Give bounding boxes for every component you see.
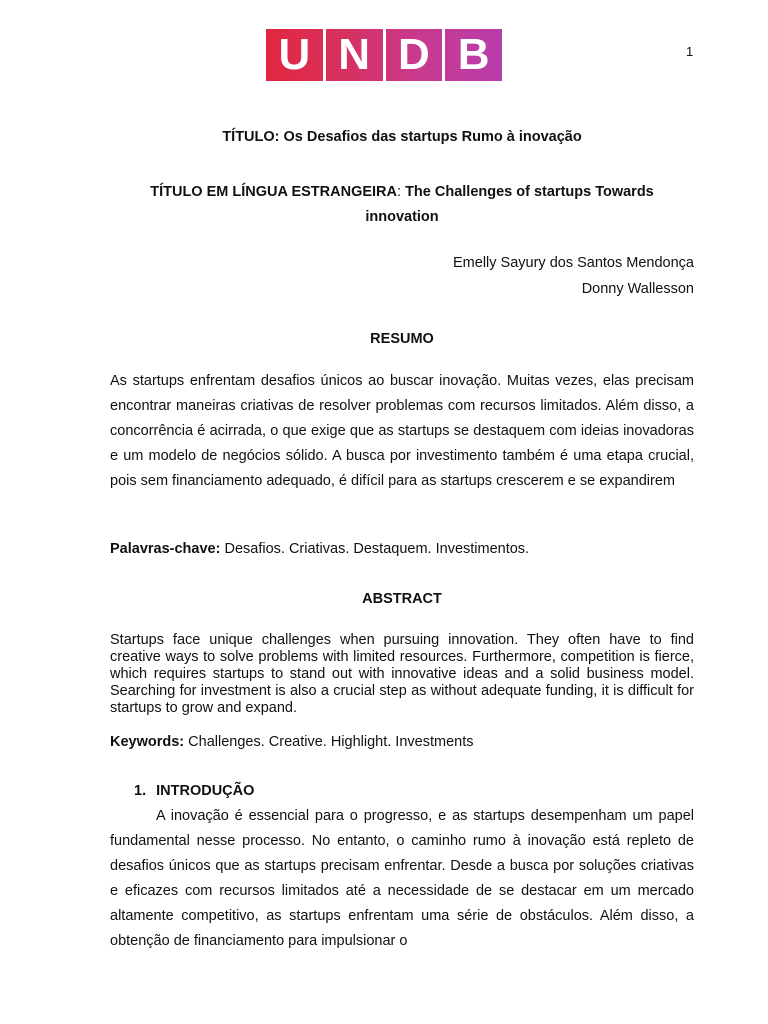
resumo-text: As startups enfrentam desafios únicos ao buscar inovação. Muitas vezes, elas precisam encontrar maneiras criativas de resolver problemas com recursos limitados. Além disso, a concorrência é acirrada, o que exige que as startups se destaquem com ideias inovadoras e um modelo de negócios sólido. A busca por investimento também é uma etapa crucial, pois sem financiamento adequado, é difícil para as startups crescerem e se expandirem xyxy=(110,373,694,489)
resumo-heading: RESUMO xyxy=(370,331,434,347)
page-number: 1 xyxy=(686,44,694,59)
foreign-title xyxy=(110,180,694,230)
keywords-value: Desafios. Criativas. Destaquem. Investimentos. xyxy=(224,541,530,557)
abstract-keywords-label: Keywords: xyxy=(110,734,185,750)
title-text: Os Desafios das startups Rumo à inovação xyxy=(283,129,582,145)
logo-letter-b: B xyxy=(442,29,502,81)
introducao-paragraph: A inovação é essencial para o progresso, e as startups desempenham um papel fundamental nesse processo. No entanto, o caminho rumo à inovação está repleto de desafios únicos que as startups precisam enfrentar. Desde a busca por soluções criativas e eficazes com recursos limitados até a necessidade de se destacar em um mercado altamente competitivo, as startups enfrentam uma série de obstáculos. Além disso, a obtenção de financiamento para impulsionar o xyxy=(110,808,694,949)
foreign-title-separator: : xyxy=(397,184,402,200)
resumo-keywords xyxy=(110,537,694,562)
abstract-heading: ABSTRACT xyxy=(362,591,442,607)
keywords-label: Palavras-chave: xyxy=(110,541,221,557)
introducao-text xyxy=(110,804,694,954)
logo-letter-d: D xyxy=(383,29,443,81)
abstract-keywords-value: Challenges. Creative. Highlight. Investments xyxy=(188,734,474,750)
section-title: INTRODUÇÃO xyxy=(156,783,255,799)
section-number: 1. xyxy=(134,783,147,799)
section-heading-introducao xyxy=(134,783,254,799)
abstract-text: Startups face unique challenges when pursuing innovation. They often have to find creative ways to solve problems with limited resources. Furthermore, competition is fierce, which requires startups to stand out with innovative ideas and a solid business model. Searching for investment is also a crucial step as without adequate funding, it is difficult for startups to grow and expand. xyxy=(110,632,694,716)
title-label: TÍTULO: xyxy=(222,129,280,145)
foreign-title-line2: innovation xyxy=(365,209,439,225)
foreign-title-label: TÍTULO EM LÍNGUA ESTRANGEIRA xyxy=(150,184,397,200)
undb-logo xyxy=(266,29,502,81)
foreign-title-line1: The Challenges of startups Towards xyxy=(405,184,654,200)
logo-letter-u: U xyxy=(278,30,311,79)
abstract-keywords xyxy=(110,730,694,755)
title xyxy=(110,129,694,145)
author-1: Emelly Sayury dos Santos Mendonça xyxy=(453,255,694,271)
author-2: Donny Wallesson xyxy=(581,281,694,297)
logo-letter-n: N xyxy=(323,29,383,81)
